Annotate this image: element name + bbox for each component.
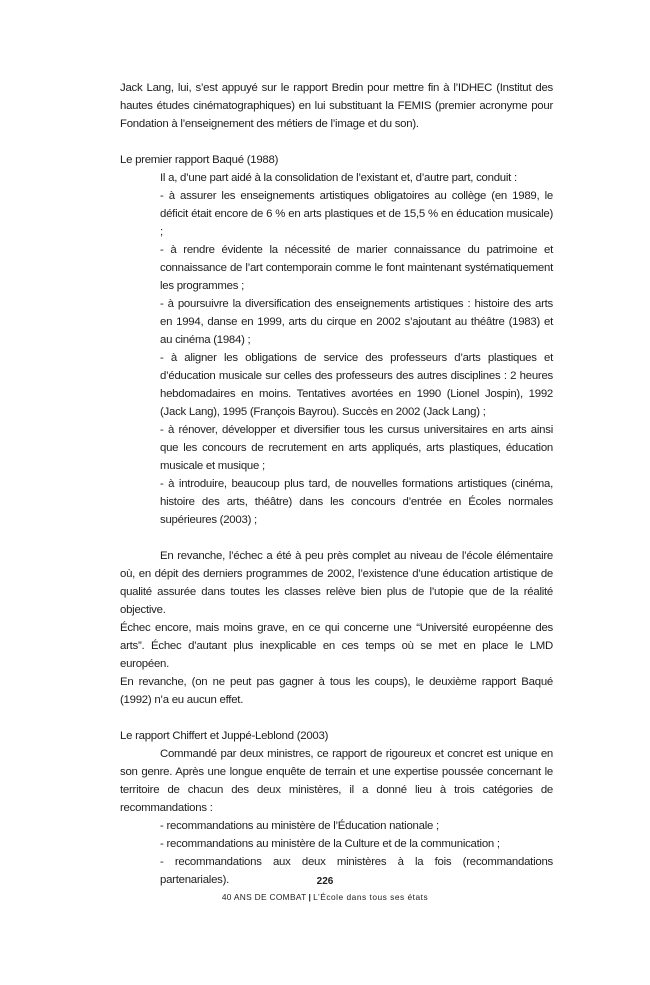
list-item: - à introduire, beaucoup plus tard, de nouvelles formations artistiques (cinéma, histoire des arts, théâtre) dans les concours d’entrée en Écoles normales supérieures (2003) ; <box>160 478 553 526</box>
baque-lead: Il a, d’une part aidé à la consolidation de l’existant et, d’autre part, conduit : <box>160 172 517 184</box>
intro-paragraph: Jack Lang, lui, s’est appuyé sur le rapport Bredin pour mettre fin à l’IDHEC (Institut des hautes études cinématographiques) en lui substituant la FEMIS (premier acronyme pour Fondation à l’enseignement des métiers de l’image et du son). <box>120 82 553 130</box>
book-title: 40 ANS DE COMBAT <box>221 892 307 902</box>
page-footer <box>0 875 650 903</box>
page-number: 226 <box>316 876 334 887</box>
section-heading-baque-1988: Le premier rapport Baqué (1988) <box>120 154 279 166</box>
list-item: - à rendre évidente la nécessité de marier connaissance du patrimoine et connaissance de l’art contemporain comme le font maintenant systématiquement les programmes ; <box>160 244 553 292</box>
paragraph-echec-ecole: En revanche, l’échec a été à peu près complet au niveau de l’école élémentaire où, en dépit des derniers programmes de 2002, l’existence d’une éducation artistique de qualité assurée dans toutes les classes relève bien plus de l’utopie que de la réalité objective. <box>120 550 553 616</box>
page-body <box>120 79 553 889</box>
list-item: - à rénover, développer et diversifier tous les cursus universitaires en arts ainsi que les concours de recrutement en arts appliqués, arts plastiques, éducation musicale et musique ; <box>160 424 553 472</box>
spacer <box>120 529 553 547</box>
spacer <box>120 709 553 727</box>
list-item: - recommandations aux deux ministères à la fois (recommandations partenariales). <box>160 856 553 886</box>
paragraph-universite-europeenne: Échec encore, mais moins grave, en ce qui concerne une “Université européenne des arts”. Échec d’autant plus inexplicable en ces temps où se met en place le LMD européen. <box>120 622 553 670</box>
book-subtitle: L’École dans tous ses états <box>313 892 429 902</box>
running-title <box>0 891 650 903</box>
section-heading-chiffert: Le rapport Chiffert et Juppé-Leblond (2003) <box>120 730 329 742</box>
list-item: - à poursuivre la diversification des enseignements artistiques : histoire des arts en 1994, danse en 1999, arts du cirque en 2002 s’ajoutant au théâtre (1983) et au cinéma (1984) ; <box>160 298 553 346</box>
paragraph-chiffert: Commandé par deux ministres, ce rapport de rigoureux et concret est unique en son genre. Après une longue enquête de terrain et une expertise poussée concernant le territoire de chacun des deux ministères, il a donné lieu à trois catégories de recommandations : <box>120 748 553 814</box>
baque-1988-block <box>120 169 553 529</box>
list-item: - recommandations au ministère de la Culture et de la communication ; <box>160 838 500 850</box>
list-item: - recommandations au ministère de l’Éducation nationale ; <box>160 820 439 832</box>
title-separator: | <box>308 892 312 902</box>
list-item: - à assurer les enseignements artistiques obligatoires au collège (en 1989, le déficit était encore de 6 % en arts plastiques et de 15,5 % en éducation musicale) ; <box>160 190 553 238</box>
list-item: - à aligner les obligations de service des professeurs d’arts plastiques et d’éducation musicale sur celles des professeurs des autres disciplines : 2 heures hebdomadaires en moins. Tentatives avortées en 1990 (Lionel Jospin), 1992 (Jack Lang), 1995 (François Bayrou). Succès en 2002 (Jack Lang) ; <box>160 352 553 418</box>
spacer <box>120 133 553 151</box>
paragraph-deuxieme-rapport: En revanche, (on ne peut pas gagner à tous les coups), le deuxième rapport Baqué (1992) n’a eu aucun effet. <box>120 676 553 706</box>
